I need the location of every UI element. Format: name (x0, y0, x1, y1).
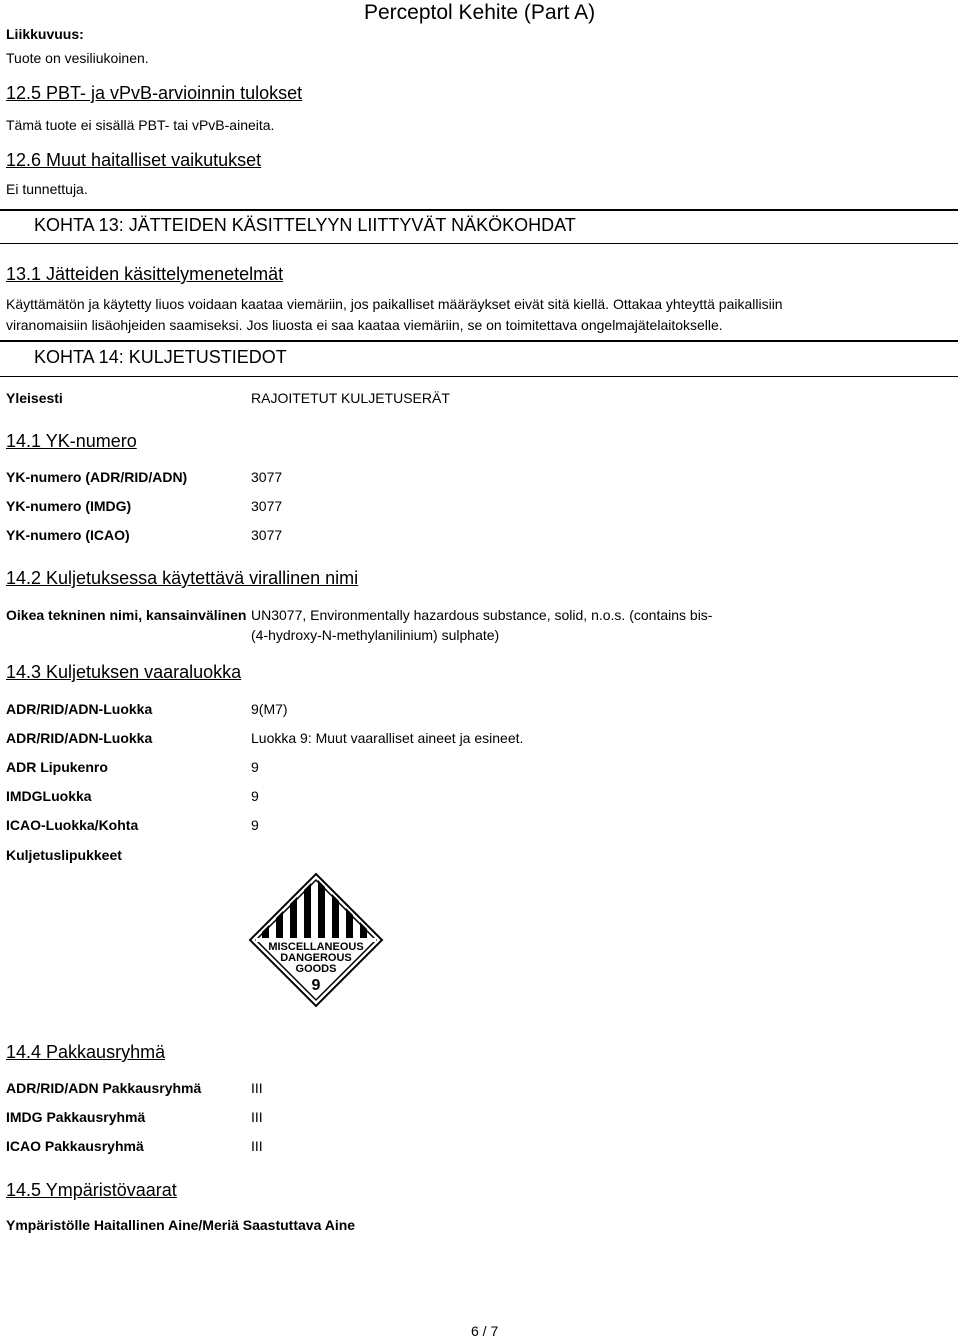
hazard-class-value: 9 (251, 788, 259, 804)
liikkuvuus-label: Liikkuvuus: (6, 26, 84, 42)
section-12-6-text: Ei tunnettuja. (6, 181, 88, 197)
packing-group-value: III (251, 1138, 263, 1154)
placard-line3: GOODS (295, 963, 337, 975)
yleisesti-label: Yleisesti (6, 390, 63, 406)
hazard-class-label: ADR/RID/ADN-Luokka (6, 730, 153, 746)
shipping-name-label: Oikea tekninen nimi, kansainvälinen (6, 607, 247, 623)
yk-row-label: YK-numero (ADR/RID/ADN) (6, 469, 188, 485)
section-12-5-text: Tämä tuote ei sisällä PBT- tai vPvB-aineita. (6, 117, 275, 133)
kohta14-title: KOHTA 14: KULJETUSTIEDOT (34, 347, 287, 367)
kohta13-top-rule (0, 209, 958, 211)
section-13-1-title: 13.1 Jätteiden käsittelymenetelmät (6, 264, 284, 284)
placard-line1: MISCELLANEOUS (268, 941, 364, 953)
hazard-class-value: 9 (251, 759, 259, 775)
yk-row-value: 3077 (251, 527, 283, 543)
packing-group-label: ICAO Pakkausryhmä (6, 1138, 144, 1154)
section-13-1-line1: Käyttämätön ja käytetty liuos voidaan kaataa viemäriin, jos paikalliset määräykset eivät sitä kiellä. Ottakaa yhteyttä paikallisiin (6, 296, 783, 312)
section-14-4-title: 14.4 Pakkausryhmä (6, 1042, 166, 1062)
section-14-3-title: 14.3 Kuljetuksen vaaraluokka (6, 662, 242, 682)
section-14-2-title: 14.2 Kuljetuksessa käytettävä virallinen nimi (6, 568, 359, 588)
kohta13-title: KOHTA 13: JÄTTEIDEN KÄSITTELYYN LIITTYVÄT NÄKÖKOHDAT (34, 215, 576, 235)
hazard-class-value: 9 (251, 817, 259, 833)
hazard-class-value: 9(M7) (251, 701, 288, 717)
section-12-5-title: 12.5 PBT- ja vPvB-arvioinnin tulokset (6, 83, 303, 103)
packing-group-value: III (251, 1080, 263, 1096)
packing-group-value: III (251, 1109, 263, 1125)
placard-number: 9 (311, 977, 321, 994)
hazard-class-label: ADR/RID/ADN-Luokka (6, 701, 153, 717)
yk-row-value: 3077 (251, 469, 283, 485)
shipping-name-value-line2: (4-hydroxy-N-methylanilinium) sulphate) (251, 627, 500, 643)
section-12-6-title: 12.6 Muut haitalliset vaikutukset (6, 150, 262, 170)
hazard-class-label: ADR Lipukenro (6, 759, 108, 775)
section-14-5-title: 14.5 Ympäristövaarat (6, 1180, 177, 1200)
packing-group-label: IMDG Pakkausryhmä (6, 1109, 146, 1125)
section-14-1-title: 14.1 YK-numero (6, 431, 137, 451)
section-13-1-line2: viranomaisiin lisäohjeiden saamiseksi. Jos liuosta ei saa kaataa viemäriin, se on toimitettava ongelmajätelaitokselle. (6, 317, 723, 333)
yk-row-label: YK-numero (ICAO) (6, 527, 130, 543)
environmental-hazard-label: Ympäristölle Haitallinen Aine/Meriä Saastuttava Aine (6, 1217, 356, 1233)
yk-row-label: YK-numero (IMDG) (6, 498, 132, 514)
document-title: Perceptol Kehite (Part A) (364, 1, 596, 24)
kohta14-top-rule (0, 340, 958, 342)
yleisesti-value: RAJOITETUT KULJETUSERÄT (251, 390, 450, 406)
yk-row-value: 3077 (251, 498, 283, 514)
hazard-class-label: IMDGLuokka (6, 788, 92, 804)
liikkuvuus-text: Tuote on vesiliukoinen. (6, 50, 149, 66)
page-number: 6 / 7 (471, 1323, 499, 1339)
class-9-placard-icon (248, 872, 384, 1008)
packing-group-label: ADR/RID/ADN Pakkausryhmä (6, 1080, 202, 1096)
transport-labels-title: Kuljetuslipukkeet (6, 847, 122, 863)
kohta14-bottom-rule (0, 376, 958, 377)
kohta13-bottom-rule (0, 243, 958, 244)
shipping-name-value-line1: UN3077, Environmentally hazardous substance, solid, n.o.s. (contains bis- (251, 607, 713, 623)
hazard-class-value: Luokka 9: Muut vaaralliset aineet ja esineet. (251, 730, 524, 746)
placard-line2: DANGEROUS (280, 952, 352, 964)
hazard-class-label: ICAO-Luokka/Kohta (6, 817, 139, 833)
